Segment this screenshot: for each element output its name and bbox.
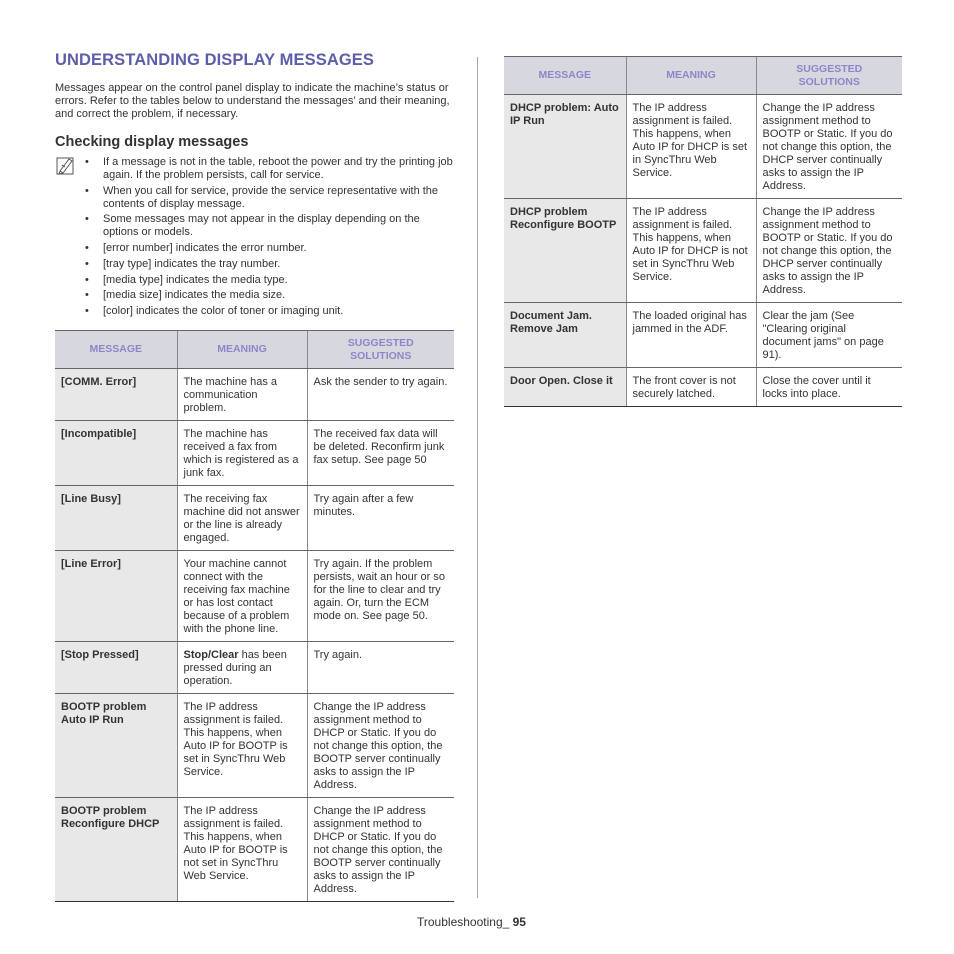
meaning-cell xyxy=(177,642,307,694)
header-meaning: MEANING xyxy=(177,331,307,369)
table-row xyxy=(504,95,902,199)
table-row xyxy=(55,694,454,798)
meaning-cell: Your machine cannot connect with the receiving fax machine or has lost contact because of a problem with the phone line. xyxy=(177,551,307,642)
meaning-cell: The IP address assignment is failed. This happens, when Auto IP for BOOTP is not set in SyncThru Web Service. xyxy=(177,798,307,902)
message-cell: DHCP problem: Auto IP Run xyxy=(504,95,626,199)
bullet-item: • [error number] indicates the error number. xyxy=(83,242,455,255)
message-cell: Door Open. Close it xyxy=(504,368,626,407)
solution-cell: Clear the jam (See "Clearing original document jams" on page 91). xyxy=(756,303,902,368)
table-row xyxy=(55,486,454,551)
page-number: 95 xyxy=(512,915,526,929)
message-cell: [Line Busy] xyxy=(55,486,177,551)
bullet-item: • [color] indicates the color of toner or imaging unit. xyxy=(83,305,455,318)
section-subheading: Checking display messages xyxy=(55,134,249,150)
message-cell: DHCP problem Reconfigure BOOTP xyxy=(504,199,626,303)
bullet-item: • [media size] indicates the media size. xyxy=(83,289,455,302)
meaning-text: has been pressed during an operation. xyxy=(183,649,287,687)
display-messages-table-left xyxy=(55,330,454,902)
table-row xyxy=(504,199,902,303)
solution-cell: Try again. xyxy=(307,642,454,694)
solution-cell: Try again after a few minutes. xyxy=(307,486,454,551)
meaning-cell: The IP address assignment is failed. This happens, when Auto IP for BOOTP is set in SyncThru Web Service. xyxy=(177,694,307,798)
table-row xyxy=(55,551,454,642)
table-row xyxy=(55,798,454,902)
table-row xyxy=(55,421,454,486)
table-row xyxy=(55,369,454,421)
message-cell: BOOTP problem Reconfigure DHCP xyxy=(55,798,177,902)
note-pencil-icon xyxy=(56,156,76,176)
solution-cell: Change the IP address assignment method to BOOTP or Static. If you do not change this option, the DHCP server continually asks to assign the IP Address. xyxy=(756,199,902,303)
header-message: MESSAGE xyxy=(504,57,626,95)
table-row xyxy=(504,368,902,407)
page-footer xyxy=(417,915,526,929)
meaning-bold-key: Stop/Clear xyxy=(183,649,239,661)
bullet-item: • If a message is not in the table, reboot the power and try the printing job again. If the problem persists, call for service. xyxy=(83,156,455,182)
bullet-item: • [media type] indicates the media type. xyxy=(83,274,455,287)
meaning-cell: The IP address assignment is failed. This happens, when Auto IP for DHCP is not set in SyncThru Web Service. xyxy=(626,199,756,303)
message-cell: [Line Error] xyxy=(55,551,177,642)
message-cell: Document Jam. Remove Jam xyxy=(504,303,626,368)
solution-cell: Change the IP address assignment method to DHCP or Static. If you do not change this option, the BOOTP server continually asks to assign the IP Address. xyxy=(307,798,454,902)
header-message: MESSAGE xyxy=(55,331,177,369)
note-bullet-list xyxy=(83,156,455,318)
display-messages-table-right xyxy=(504,56,902,407)
column-divider xyxy=(477,57,478,898)
meaning-cell: The front cover is not securely latched. xyxy=(626,368,756,407)
solution-cell: The received fax data will be deleted. Reconfirm junk fax setup. See page 50 xyxy=(307,421,454,486)
bullet-item: • When you call for service, provide the service representative with the contents of display message. xyxy=(83,185,455,211)
header-suggested-solutions: SUGGESTED SOLUTIONS xyxy=(307,331,454,369)
meaning-cell: The receiving fax machine did not answer or the line is already engaged. xyxy=(177,486,307,551)
solution-cell: Change the IP address assignment method to DHCP or Static. If you do not change this option, the BOOTP server continually asks to assign the IP Address. xyxy=(307,694,454,798)
page-title: UNDERSTANDING DISPLAY MESSAGES xyxy=(55,51,374,69)
bullet-item: • Some messages may not appear in the display depending on the options or models. xyxy=(83,213,455,239)
solution-cell: Change the IP address assignment method to BOOTP or Static. If you do not change this option, the DHCP server continually asks to assign the IP Address. xyxy=(756,95,902,199)
solution-cell: Ask the sender to try again. xyxy=(307,369,454,421)
message-cell: [Stop Pressed] xyxy=(55,642,177,694)
table-row xyxy=(55,642,454,694)
meaning-cell: The loaded original has jammed in the ADF. xyxy=(626,303,756,368)
meaning-cell: The machine has received a fax from which is registered as a junk fax. xyxy=(177,421,307,486)
message-cell: [COMM. Error] xyxy=(55,369,177,421)
intro-paragraph: Messages appear on the control panel display to indicate the machine’s status or errors. Refer to the tables below to understand the messages’ and their meaning, and correct the problem, if necessary. xyxy=(55,82,450,121)
message-cell: BOOTP problem Auto IP Run xyxy=(55,694,177,798)
meaning-cell: The machine has a communication problem. xyxy=(177,369,307,421)
solution-cell: Close the cover until it locks into place. xyxy=(756,368,902,407)
meaning-cell: The IP address assignment is failed. This happens, when Auto IP for DHCP is set in SyncThru Web Service. xyxy=(626,95,756,199)
solution-cell: Try again. If the problem persists, wait an hour or so for the line to clear and try again. Or, turn the ECM mode on. See page 50. xyxy=(307,551,454,642)
table-row xyxy=(504,303,902,368)
header-meaning: MEANING xyxy=(626,57,756,95)
footer-section: Troubleshooting_ xyxy=(417,915,513,929)
bullet-item: • [tray type] indicates the tray number. xyxy=(83,258,455,271)
header-suggested-solutions: SUGGESTED SOLUTIONS xyxy=(756,57,902,95)
message-cell: [Incompatible] xyxy=(55,421,177,486)
